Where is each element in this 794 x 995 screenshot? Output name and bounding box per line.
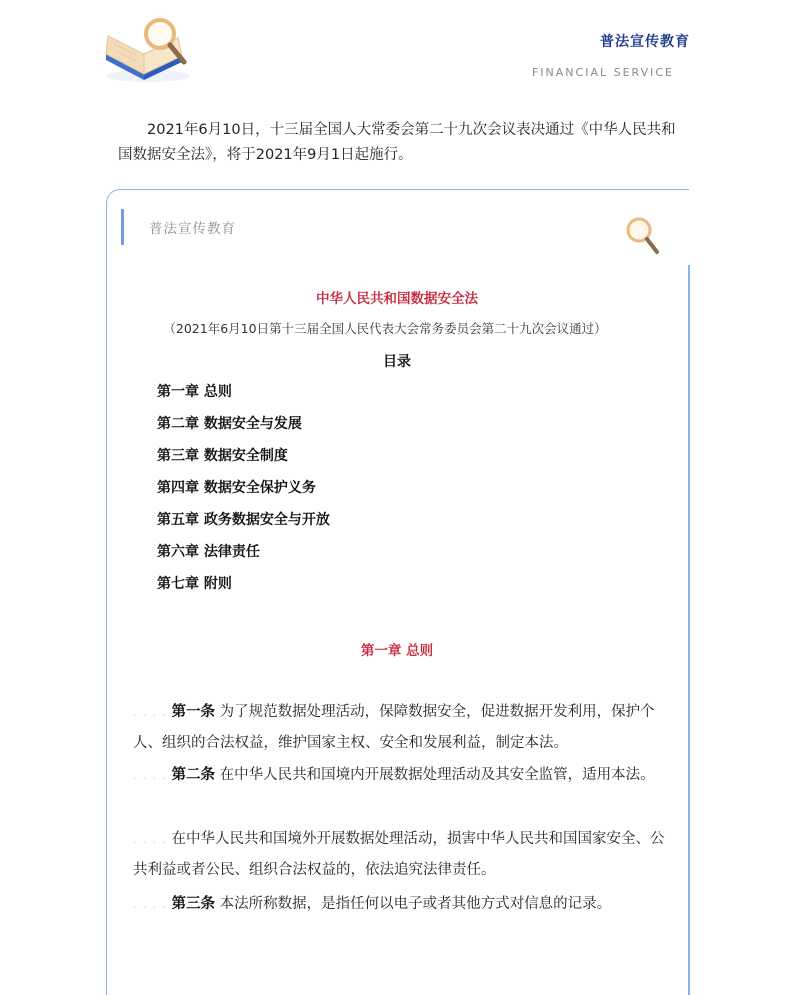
card-border-right <box>688 265 690 995</box>
law-title: 中华人民共和国数据安全法 <box>316 291 478 307</box>
toc-item: 第三章 数据安全制度 <box>157 448 288 464</box>
intro-paragraph: 2021年6月10日，十三届全国人大常委会第二十九次会议表决通过《中华人民共和国数据安全法》，将于2021年9月1日起施行。 <box>118 122 676 163</box>
card-tag: 普法宣传教育 <box>149 221 236 237</box>
law-note: （2021年6月10日第十三届全国人民代表大会常务委员会第二十九次会议通过） <box>163 321 607 336</box>
article-text: 在中华人民共和国境外开展数据处理活动，损害中华人民共和国国家安全、公共利益或者公民、组织合法权益的，依法追究法律责任。 <box>133 831 665 878</box>
article-label: 第二条 <box>171 767 216 783</box>
toc-item: 第二章 数据安全与发展 <box>157 416 302 432</box>
toc-item: 第五章 政务数据安全与开放 <box>157 512 330 528</box>
table-of-contents <box>157 383 330 607</box>
card-accent-bar <box>121 209 124 245</box>
article-1: . . . . 第一条 为了规范数据处理活动，保障数据安全，促进数据开发利用，保护个人、组织的合法权益，维护国家主权、安全和发展利益，制定本法。 <box>133 704 655 751</box>
article-text: 为了规范数据处理活动，保障数据安全，促进数据开发利用，保护个人、组织的合法权益，维护国家主权、安全和发展利益，制定本法。 <box>133 704 655 751</box>
toc-item: 第四章 数据安全保护义务 <box>157 480 316 496</box>
header-subtitle: FINANCIAL SERVICE <box>531 66 674 79</box>
toc-item: 第七章 附则 <box>157 576 232 592</box>
toc-heading: 目录 <box>383 354 411 370</box>
magnifier-icon <box>624 214 662 258</box>
header-title: 普法宣传教育 <box>600 34 690 50</box>
article-text: 在中华人民共和国境内开展数据处理活动及其安全监管，适用本法。 <box>215 767 655 783</box>
article-2-paragraph-2: . . . . 在中华人民共和国境外开展数据处理活动，损害中华人民共和国国家安全、公共利益或者公民、组织合法权益的，依法追究法律责任。 <box>133 831 665 878</box>
article-3: . . . . 第三条 本法所称数据，是指任何以电子或者其他方式对信息的记录。 <box>133 896 612 912</box>
article-2: . . . . 第二条 在中华人民共和国境内开展数据处理活动及其安全监管，适用本法。 <box>133 767 655 783</box>
article-label: 第一条 <box>171 704 216 720</box>
toc-item: 第一章 总则 <box>157 384 232 400</box>
book-magnifier-icon <box>98 14 198 86</box>
chapter-title: 第一章 总则 <box>360 643 434 659</box>
article-text: 本法所称数据，是指任何以电子或者其他方式对信息的记录。 <box>215 896 612 912</box>
toc-item: 第六章 法律责任 <box>157 544 260 560</box>
article-label: 第三条 <box>171 896 216 912</box>
